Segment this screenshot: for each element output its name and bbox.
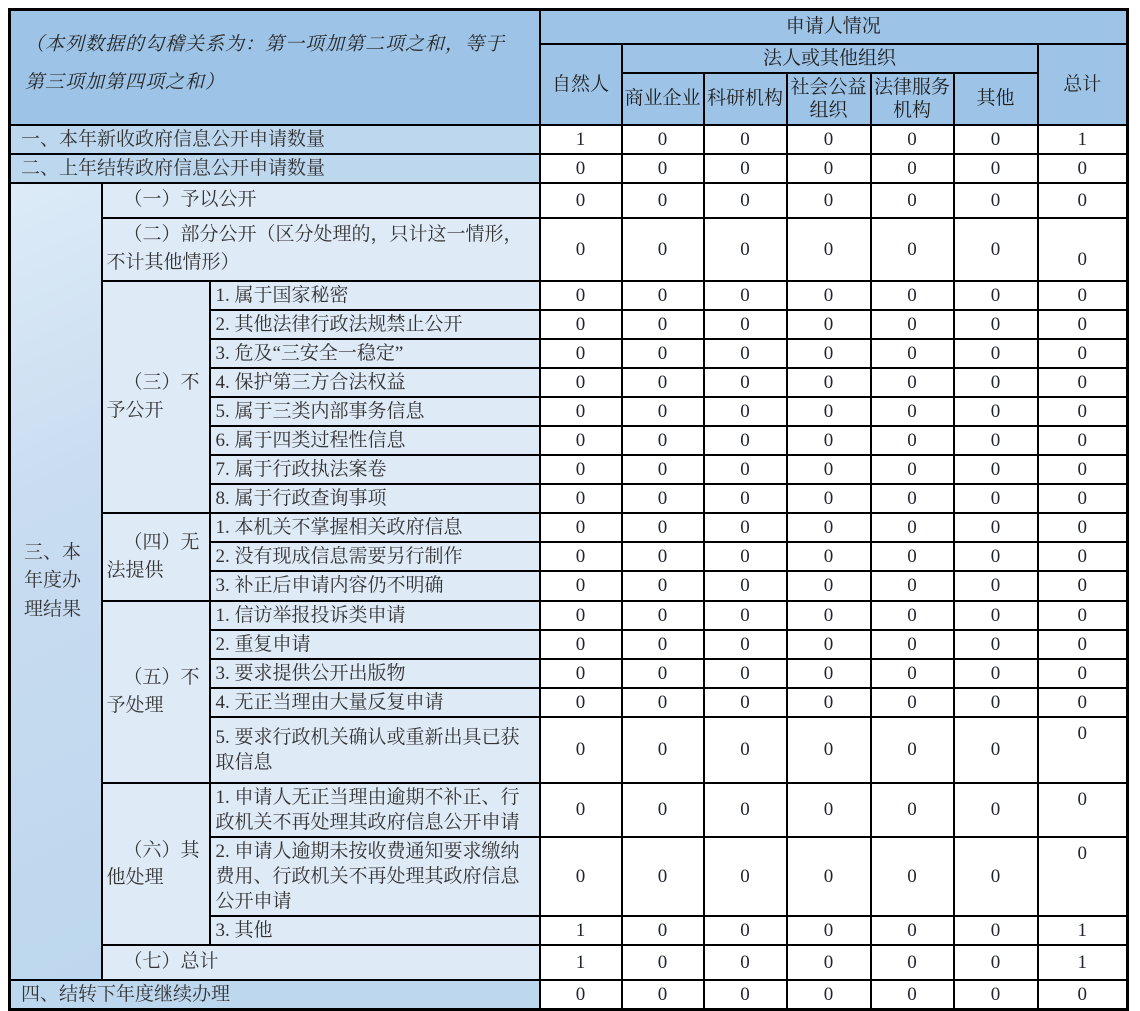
value-cell: 0 xyxy=(871,601,954,630)
value-cell: 0 xyxy=(704,455,787,484)
value-cell: 0 xyxy=(704,368,787,397)
value-cell: 0 xyxy=(787,154,871,183)
group-label: （六）其他处理 xyxy=(102,783,210,945)
row-label: 4. 无正当理由大量反复申请 xyxy=(210,688,540,717)
group-label: （三）不予公开 xyxy=(102,281,210,514)
value-cell: 0 xyxy=(787,659,871,688)
table-row xyxy=(10,513,1128,542)
value-cell: 0 xyxy=(704,484,787,513)
value-cell: 0 xyxy=(787,980,871,1010)
value-cell: 0 xyxy=(954,837,1038,916)
value-cell: 0 xyxy=(622,980,704,1010)
value-cell: 0 xyxy=(787,916,871,945)
value-cell: 1 xyxy=(540,945,622,980)
row-label: 2. 重复申请 xyxy=(210,630,540,659)
row-label: 3. 补正后申请内容仍不明确 xyxy=(210,571,540,600)
value-cell: 0 xyxy=(540,339,622,368)
value-cell: 0 xyxy=(704,783,787,837)
value-cell: 0 xyxy=(787,542,871,571)
row-label: 7. 属于行政执法案卷 xyxy=(210,455,540,484)
table-row xyxy=(10,281,1128,310)
value-cell: 0 xyxy=(704,571,787,600)
value-cell: 0 xyxy=(540,783,622,837)
value-cell: 0 xyxy=(787,484,871,513)
value-cell: 0 xyxy=(954,183,1038,218)
reconciliation-note: （本列数据的勾稽关系为：第一项加第二项之和，等于第三项加第四项之和） xyxy=(10,10,540,126)
value-cell: 0 xyxy=(787,837,871,916)
value-cell: 0 xyxy=(787,571,871,600)
value-cell: 0 xyxy=(954,125,1038,154)
header-legal-or-other-org: 法人或其他组织 xyxy=(622,44,1038,73)
value-cell: 0 xyxy=(871,154,954,183)
value-cell: 0 xyxy=(622,310,704,339)
value-cell: 0 xyxy=(704,310,787,339)
value-cell: 0 xyxy=(954,397,1038,426)
value-cell: 0 xyxy=(540,368,622,397)
value-cell: 0 xyxy=(871,484,954,513)
value-cell: 0 xyxy=(622,368,704,397)
value-cell: 0 xyxy=(871,368,954,397)
value-cell: 0 xyxy=(704,945,787,980)
value-cell: 0 xyxy=(540,154,622,183)
value-cell: 0 xyxy=(540,513,622,542)
header-org-type-other: 其他 xyxy=(954,73,1038,125)
table-row xyxy=(10,183,1128,218)
table-row xyxy=(10,980,1128,1010)
value-cell: 0 xyxy=(704,183,787,218)
row-label: 8. 属于行政查询事项 xyxy=(210,484,540,513)
value-cell: 0 xyxy=(787,945,871,980)
value-cell: 0 xyxy=(954,368,1038,397)
value-cell: 0 xyxy=(622,154,704,183)
total-value-cell: 0 xyxy=(1038,513,1128,542)
header-applicant-group: 申请人情况 xyxy=(540,10,1128,44)
value-cell: 0 xyxy=(540,630,622,659)
table-body xyxy=(10,125,1128,1009)
header-row-1 xyxy=(10,10,1128,44)
row-label: 5. 属于三类内部事务信息 xyxy=(210,397,540,426)
value-cell: 0 xyxy=(622,218,704,281)
value-cell: 0 xyxy=(871,783,954,837)
row-label: 2. 申请人逾期未按收费通知要求缴纳费用、行政机关不再处理其政府信息公开申请 xyxy=(210,837,540,916)
total-value-cell: 0 xyxy=(1038,783,1128,837)
value-cell: 0 xyxy=(787,125,871,154)
value-cell: 0 xyxy=(871,945,954,980)
value-cell: 0 xyxy=(540,218,622,281)
group-label: （五）不予处理 xyxy=(102,601,210,783)
header-org-type-research: 科研机构 xyxy=(704,73,787,125)
value-cell: 0 xyxy=(622,125,704,154)
value-cell: 0 xyxy=(540,183,622,218)
row-label: 2. 没有现成信息需要另行制作 xyxy=(210,542,540,571)
total-value-cell: 0 xyxy=(1038,542,1128,571)
total-value-cell: 0 xyxy=(1038,659,1128,688)
value-cell: 0 xyxy=(540,281,622,310)
row-label: 3. 其他 xyxy=(210,916,540,945)
total-value-cell: 0 xyxy=(1038,630,1128,659)
value-cell: 0 xyxy=(871,513,954,542)
total-value-cell: 0 xyxy=(1038,837,1128,916)
value-cell: 0 xyxy=(704,542,787,571)
total-value-cell: 0 xyxy=(1038,183,1128,218)
value-cell: 0 xyxy=(871,571,954,600)
row-label: 5. 要求行政机关确认或重新出具已获取信息 xyxy=(210,717,540,783)
total-value-cell: 0 xyxy=(1038,281,1128,310)
value-cell: 0 xyxy=(954,945,1038,980)
value-cell: 0 xyxy=(954,688,1038,717)
value-cell: 0 xyxy=(787,281,871,310)
value-cell: 0 xyxy=(704,339,787,368)
value-cell: 0 xyxy=(622,339,704,368)
value-cell: 0 xyxy=(787,630,871,659)
value-cell: 0 xyxy=(622,455,704,484)
value-cell: 0 xyxy=(787,310,871,339)
value-cell: 0 xyxy=(954,717,1038,783)
table-row xyxy=(10,945,1128,980)
row-label: 1. 信访举报投诉类申请 xyxy=(210,601,540,630)
row-label: 1. 属于国家秘密 xyxy=(210,281,540,310)
value-cell: 0 xyxy=(871,837,954,916)
value-cell: 0 xyxy=(787,601,871,630)
value-cell: 0 xyxy=(871,426,954,455)
value-cell: 0 xyxy=(704,837,787,916)
report-table xyxy=(8,8,1129,1011)
value-cell: 0 xyxy=(954,916,1038,945)
total-value-cell: 0 xyxy=(1038,980,1128,1010)
value-cell: 0 xyxy=(622,484,704,513)
value-cell: 0 xyxy=(787,455,871,484)
value-cell: 0 xyxy=(787,183,871,218)
value-cell: 0 xyxy=(871,980,954,1010)
value-cell: 0 xyxy=(622,630,704,659)
total-value-cell: 0 xyxy=(1038,426,1128,455)
value-cell: 1 xyxy=(540,125,622,154)
value-cell: 0 xyxy=(871,630,954,659)
row-label: 1. 本机关不掌握相关政府信息 xyxy=(210,513,540,542)
value-cell: 0 xyxy=(704,659,787,688)
table-row xyxy=(10,783,1128,837)
value-cell: 0 xyxy=(622,601,704,630)
value-cell: 0 xyxy=(871,542,954,571)
total-value-cell: 0 xyxy=(1038,455,1128,484)
value-cell: 0 xyxy=(622,837,704,916)
total-value-cell: 0 xyxy=(1038,154,1128,183)
value-cell: 0 xyxy=(540,426,622,455)
group-label: （四）无法提供 xyxy=(102,513,210,600)
value-cell: 0 xyxy=(787,426,871,455)
value-cell: 0 xyxy=(871,125,954,154)
value-cell: 0 xyxy=(871,310,954,339)
value-cell: 0 xyxy=(871,281,954,310)
total-value-cell: 1 xyxy=(1038,916,1128,945)
value-cell: 0 xyxy=(704,125,787,154)
value-cell: 0 xyxy=(540,310,622,339)
total-value-cell: 0 xyxy=(1038,368,1128,397)
row-label: 一、本年新收政府信息公开申请数量 xyxy=(10,125,540,154)
value-cell: 0 xyxy=(871,397,954,426)
value-cell: 0 xyxy=(954,630,1038,659)
value-cell: 0 xyxy=(871,218,954,281)
row-label: 1. 申请人无正当理由逾期不补正、行政机关不再处理其政府信息公开申请 xyxy=(210,783,540,837)
total-value-cell: 0 xyxy=(1038,218,1128,281)
total-value-cell: 0 xyxy=(1038,310,1128,339)
value-cell: 0 xyxy=(540,837,622,916)
value-cell: 0 xyxy=(954,154,1038,183)
value-cell: 0 xyxy=(622,783,704,837)
value-cell: 0 xyxy=(704,281,787,310)
header-total: 总计 xyxy=(1038,44,1128,126)
value-cell: 0 xyxy=(540,484,622,513)
value-cell: 0 xyxy=(704,688,787,717)
total-value-cell: 0 xyxy=(1038,601,1128,630)
table-row xyxy=(10,601,1128,630)
value-cell: 0 xyxy=(954,281,1038,310)
value-cell: 0 xyxy=(622,542,704,571)
value-cell: 0 xyxy=(954,980,1038,1010)
header-natural-person: 自然人 xyxy=(540,44,622,126)
row-label: 2. 其他法律行政法规禁止公开 xyxy=(210,310,540,339)
value-cell: 0 xyxy=(954,339,1038,368)
total-value-cell: 0 xyxy=(1038,571,1128,600)
value-cell: 0 xyxy=(704,397,787,426)
row-label: 二、上年结转政府信息公开申请数量 xyxy=(10,154,540,183)
value-cell: 0 xyxy=(871,183,954,218)
value-cell: 0 xyxy=(871,688,954,717)
value-cell: 0 xyxy=(704,980,787,1010)
header-org-type-legal-service: 法律服务机构 xyxy=(871,73,954,125)
value-cell: 0 xyxy=(787,339,871,368)
value-cell: 0 xyxy=(540,688,622,717)
value-cell: 0 xyxy=(871,659,954,688)
row-label: （七）总计 xyxy=(102,945,540,980)
row-label: 3. 要求提供公开出版物 xyxy=(210,659,540,688)
value-cell: 0 xyxy=(622,659,704,688)
value-cell: 0 xyxy=(954,484,1038,513)
value-cell: 0 xyxy=(787,688,871,717)
value-cell: 0 xyxy=(787,783,871,837)
value-cell: 0 xyxy=(540,717,622,783)
value-cell: 0 xyxy=(954,310,1038,339)
value-cell: 0 xyxy=(954,783,1038,837)
value-cell: 0 xyxy=(704,601,787,630)
value-cell: 0 xyxy=(540,455,622,484)
total-value-cell: 1 xyxy=(1038,125,1128,154)
value-cell: 0 xyxy=(787,513,871,542)
total-value-cell: 0 xyxy=(1038,717,1128,783)
value-cell: 0 xyxy=(787,717,871,783)
value-cell: 0 xyxy=(954,542,1038,571)
value-cell: 0 xyxy=(954,426,1038,455)
value-cell: 0 xyxy=(622,281,704,310)
row-label: 3. 危及“三安全一稳定” xyxy=(210,339,540,368)
value-cell: 0 xyxy=(540,571,622,600)
value-cell: 1 xyxy=(540,916,622,945)
value-cell: 0 xyxy=(871,455,954,484)
value-cell: 0 xyxy=(622,945,704,980)
value-cell: 0 xyxy=(704,426,787,455)
value-cell: 0 xyxy=(954,601,1038,630)
value-cell: 0 xyxy=(954,455,1038,484)
value-cell: 0 xyxy=(622,513,704,542)
value-cell: 0 xyxy=(704,154,787,183)
value-cell: 0 xyxy=(704,717,787,783)
value-cell: 0 xyxy=(954,218,1038,281)
value-cell: 0 xyxy=(787,397,871,426)
value-cell: 0 xyxy=(540,601,622,630)
row-label: 4. 保护第三方合法权益 xyxy=(210,368,540,397)
total-value-cell: 0 xyxy=(1038,339,1128,368)
total-value-cell: 0 xyxy=(1038,484,1128,513)
value-cell: 0 xyxy=(954,571,1038,600)
value-cell: 0 xyxy=(704,916,787,945)
value-cell: 0 xyxy=(704,630,787,659)
header-org-type-public-welfare: 社会公益组织 xyxy=(787,73,871,125)
value-cell: 0 xyxy=(704,218,787,281)
value-cell: 0 xyxy=(954,659,1038,688)
row-label: 6. 属于四类过程性信息 xyxy=(210,426,540,455)
section-label: 三、本年度办理结果 xyxy=(10,183,102,980)
total-value-cell: 0 xyxy=(1038,397,1128,426)
value-cell: 0 xyxy=(787,368,871,397)
row-label: （二）部分公开（区分处理的，只计这一情形，不计其他情形） xyxy=(102,218,540,281)
value-cell: 0 xyxy=(622,717,704,783)
value-cell: 0 xyxy=(871,916,954,945)
value-cell: 0 xyxy=(787,218,871,281)
value-cell: 0 xyxy=(540,397,622,426)
value-cell: 0 xyxy=(540,980,622,1010)
value-cell: 0 xyxy=(871,339,954,368)
table-row xyxy=(10,125,1128,154)
value-cell: 0 xyxy=(622,688,704,717)
value-cell: 0 xyxy=(622,397,704,426)
value-cell: 0 xyxy=(871,717,954,783)
value-cell: 0 xyxy=(622,183,704,218)
row-label: （一）予以公开 xyxy=(102,183,540,218)
value-cell: 0 xyxy=(954,513,1038,542)
table-row xyxy=(10,154,1128,183)
total-value-cell: 0 xyxy=(1038,688,1128,717)
value-cell: 0 xyxy=(622,571,704,600)
header-org-type-business: 商业企业 xyxy=(622,73,704,125)
value-cell: 0 xyxy=(540,659,622,688)
total-value-cell: 1 xyxy=(1038,945,1128,980)
table-row xyxy=(10,218,1128,281)
value-cell: 0 xyxy=(540,542,622,571)
value-cell: 0 xyxy=(622,916,704,945)
value-cell: 0 xyxy=(704,513,787,542)
value-cell: 0 xyxy=(622,426,704,455)
row-label: 四、结转下年度继续办理 xyxy=(10,980,540,1010)
